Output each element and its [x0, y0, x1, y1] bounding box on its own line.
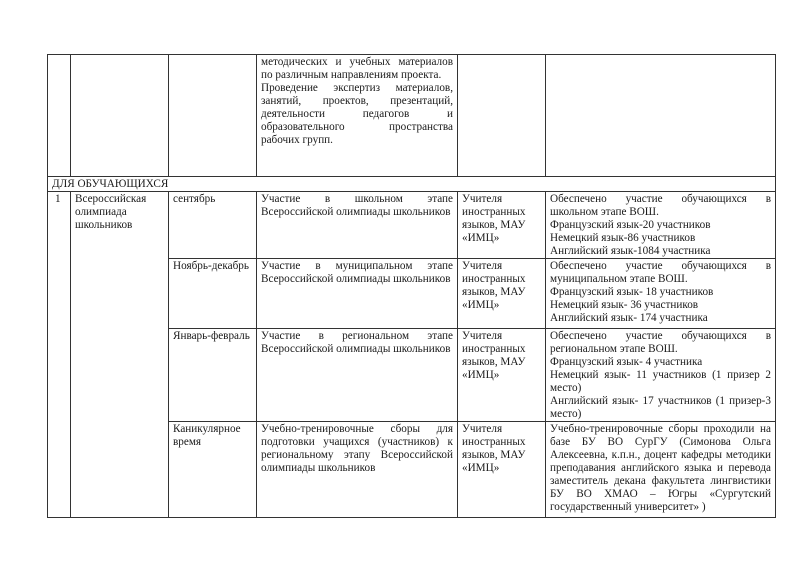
activity: Участие в муниципальном этапе Всероссийской олимпиады школьников: [257, 259, 458, 329]
result: [546, 192, 776, 259]
activity-line: Проведение экспертиз материалов,: [261, 82, 453, 94]
period: Ноябрь-декабрь: [169, 259, 257, 329]
item-number: 1: [48, 192, 71, 518]
activity-line: рабочих групп.: [261, 134, 333, 146]
cell-activity: [257, 55, 458, 177]
result-line: Немецкий язык- 11 участников (1 призер 2 место): [550, 369, 771, 394]
activity: Участие в школьном этапе Всероссийской олимпиады школьников: [257, 192, 458, 259]
result-line: Французский язык-20 участников: [550, 219, 711, 231]
result-line: Английский язык-1084 участника: [550, 245, 711, 257]
result-intro: Учебно-тренировочные сборы проходили на базе БУ ВО СурГУ (Симонова Ольга Алексеевна, к.п.н., доцент кафедры методики преподавания английского языка и перевода заместитель декана факультета лингвистики БУ ВО ХМАО – Югры «Сургутский государственный университет» ): [550, 423, 771, 513]
responsible: Учителя иностранных языков, МАУ «ИМЦ»: [458, 259, 546, 329]
activity: Участие в региональном этапе Всероссийской олимпиады школьников: [257, 329, 458, 422]
responsible: Учителя иностранных языков, МАУ «ИМЦ»: [458, 422, 546, 518]
result-line: Французский язык- 4 участника: [550, 356, 703, 368]
cell-period: [169, 55, 257, 177]
activity-line: образовательного пространства: [261, 121, 453, 133]
result-line: Английский язык- 174 участника: [550, 312, 708, 324]
plan-table: [47, 54, 776, 518]
result-intro: Обеспечено участие обучающихся в школьном этапе ВОШ.: [550, 193, 771, 218]
section-title: ДЛЯ ОБУЧАЮЩИХСЯ: [48, 177, 776, 192]
activity-line: методических и учебных материалов: [261, 56, 453, 68]
period: сентябрь: [169, 192, 257, 259]
period: Январь-февраль: [169, 329, 257, 422]
result-intro: Обеспечено участие обучающихся в региональном этапе ВОШ.: [550, 330, 771, 355]
period: Каникулярное время: [169, 422, 257, 518]
result-line: Немецкий язык-86 участников: [550, 232, 696, 244]
cell-name: [71, 55, 169, 177]
result-line: Немецкий язык- 36 участников: [550, 299, 699, 311]
section-header-row: [48, 177, 776, 192]
table-row-continued: [48, 55, 776, 177]
result-line: Английский язык- 17 участников (1 призер-3 место): [550, 395, 771, 420]
cell-result: [546, 55, 776, 177]
result-intro: Обеспечено участие обучающихся в муниципальном этапе ВОШ.: [550, 260, 771, 285]
result: [546, 259, 776, 329]
cell-number: [48, 55, 71, 177]
activity-line: по различным направлениям проекта.: [261, 69, 442, 81]
result: [546, 329, 776, 422]
item-name: Всероссийская олимпиада школьников: [71, 192, 169, 518]
cell-responsible: [458, 55, 546, 177]
result-line: Французский язык- 18 участников: [550, 286, 714, 298]
activity: Учебно-тренировочные сборы для подготовки учащихся (участников) к региональному этапу Всероссийской олимпиады школьников: [257, 422, 458, 518]
responsible: Учителя иностранных языков, МАУ «ИМЦ»: [458, 192, 546, 259]
responsible: Учителя иностранных языков, МАУ «ИМЦ»: [458, 329, 546, 422]
table-row: [48, 192, 776, 259]
activity-line: деятельности педагогов и: [261, 108, 453, 120]
activity-line: занятий, проектов, презентаций,: [261, 95, 453, 107]
result: [546, 422, 776, 518]
